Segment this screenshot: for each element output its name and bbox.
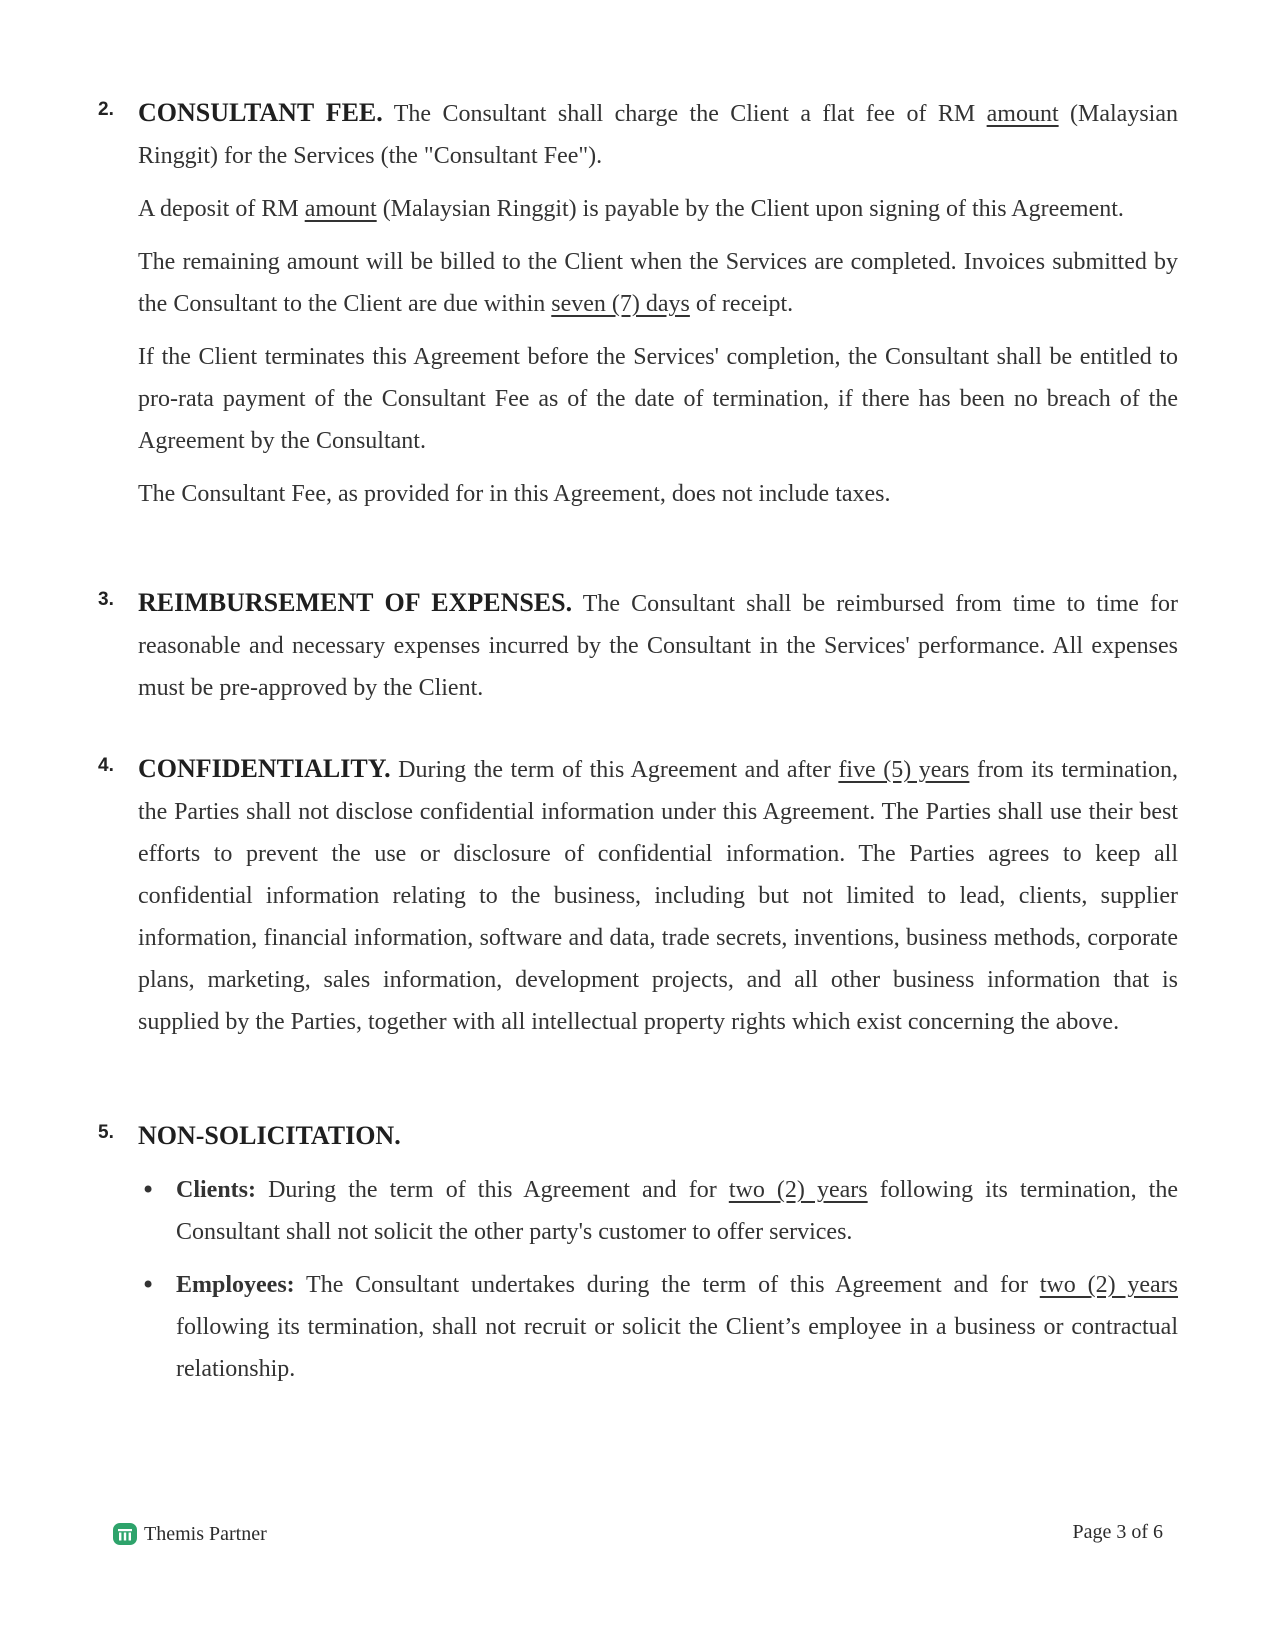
paragraph: The Consultant Fee, as provided for in this Agreement, does not include taxes.	[138, 481, 891, 507]
brand	[112, 1521, 267, 1547]
paragraph: CONSULTANT FEE. The Consultant shall charge the Client a flat fee of RM amount (Malaysian Ringgit) for the Services (the "Consultant Fee").	[138, 98, 1178, 169]
bullet-list	[138, 1169, 1178, 1390]
paragraph: CONFIDENTIALITY. During the term of this Agreement and after five (5) years from its termination, the Parties shall not disclose confidential information under this Agreement. The Parties shall use their best efforts to prevent the use or disclosure of confidential information. The Parties agrees to keep all confidential information relating to the business, including but not limited to lead, clients, supplier information, financial information, software and data, trade secrets, inventions, business methods, corporate plans, marketing, sales information, development projects, and all other business information that is supplied by the Parties, together with all intellectual property rights which exist concerning the above.	[138, 754, 1179, 1035]
placeholder-field: seven (7) days	[551, 291, 690, 317]
section-non-solicitation	[98, 1115, 1178, 1401]
list-item: • Clients: During the term of this Agreement and for two (2) years following its termination, the Consultant shall not solicit the other party's customer to offer services.	[138, 1169, 1178, 1253]
placeholder-field: amount	[304, 196, 377, 222]
section-number: 2.	[98, 99, 114, 120]
brand-name: Themis Partner	[144, 1522, 267, 1545]
section-heading: CONFIDENTIALITY.	[138, 754, 391, 783]
section-confidentiality	[98, 748, 1178, 1054]
themis-logo-icon	[112, 1521, 138, 1547]
section-reimbursement	[98, 582, 1178, 720]
page-footer	[0, 1515, 1275, 1555]
bullet-term: Employees:	[176, 1272, 295, 1298]
section-heading: NON-SOLICITATION.	[138, 1121, 401, 1150]
placeholder-field: five (5) years	[838, 757, 970, 783]
paragraph	[138, 1115, 1178, 1158]
list-item: • Employees: The Consultant undertakes during the term of this Agreement and for two (2) years following its termination, shall not recruit or solicit the Client’s employee in a business or contractual relationship.	[138, 1264, 1178, 1390]
section-consultant-fee	[98, 92, 1178, 526]
section-number: 4.	[98, 755, 114, 776]
paragraph: The remaining amount will be billed to the Client when the Services are completed. Invoices submitted by the Consultant to the Client are due within seven (7) days of receipt.	[138, 249, 1178, 317]
placeholder-field: two (2) years	[728, 1177, 868, 1203]
section-heading: CONSULTANT FEE.	[138, 98, 383, 127]
paragraph: A deposit of RM amount (Malaysian Ringgit) is payable by the Client upon signing of this Agreement.	[138, 196, 1124, 222]
bullet-icon: •	[141, 1271, 156, 1299]
section-heading: REIMBURSEMENT OF EXPENSES.	[138, 588, 573, 617]
bullet-icon: •	[141, 1176, 156, 1204]
bullet-term: Clients:	[176, 1177, 256, 1203]
paragraph: If the Client terminates this Agreement before the Services' completion, the Consultant shall be entitled to pro-rata payment of the Consultant Fee as of the date of termination, if there has been no breach of the Agreement by the Consultant.	[138, 344, 1178, 454]
paragraph: REIMBURSEMENT OF EXPENSES. The Consultant shall be reimbursed from time to time for reasonable and necessary expenses incurred by the Consultant in the Services' performance. All expenses must be pre-approved by the Client.	[138, 588, 1178, 701]
page-number: Page 3 of 6	[1072, 1521, 1163, 1543]
section-number: 3.	[98, 589, 114, 610]
placeholder-field: amount	[986, 101, 1059, 127]
placeholder-field: two (2) years	[1039, 1272, 1179, 1298]
section-number: 5.	[98, 1122, 114, 1143]
